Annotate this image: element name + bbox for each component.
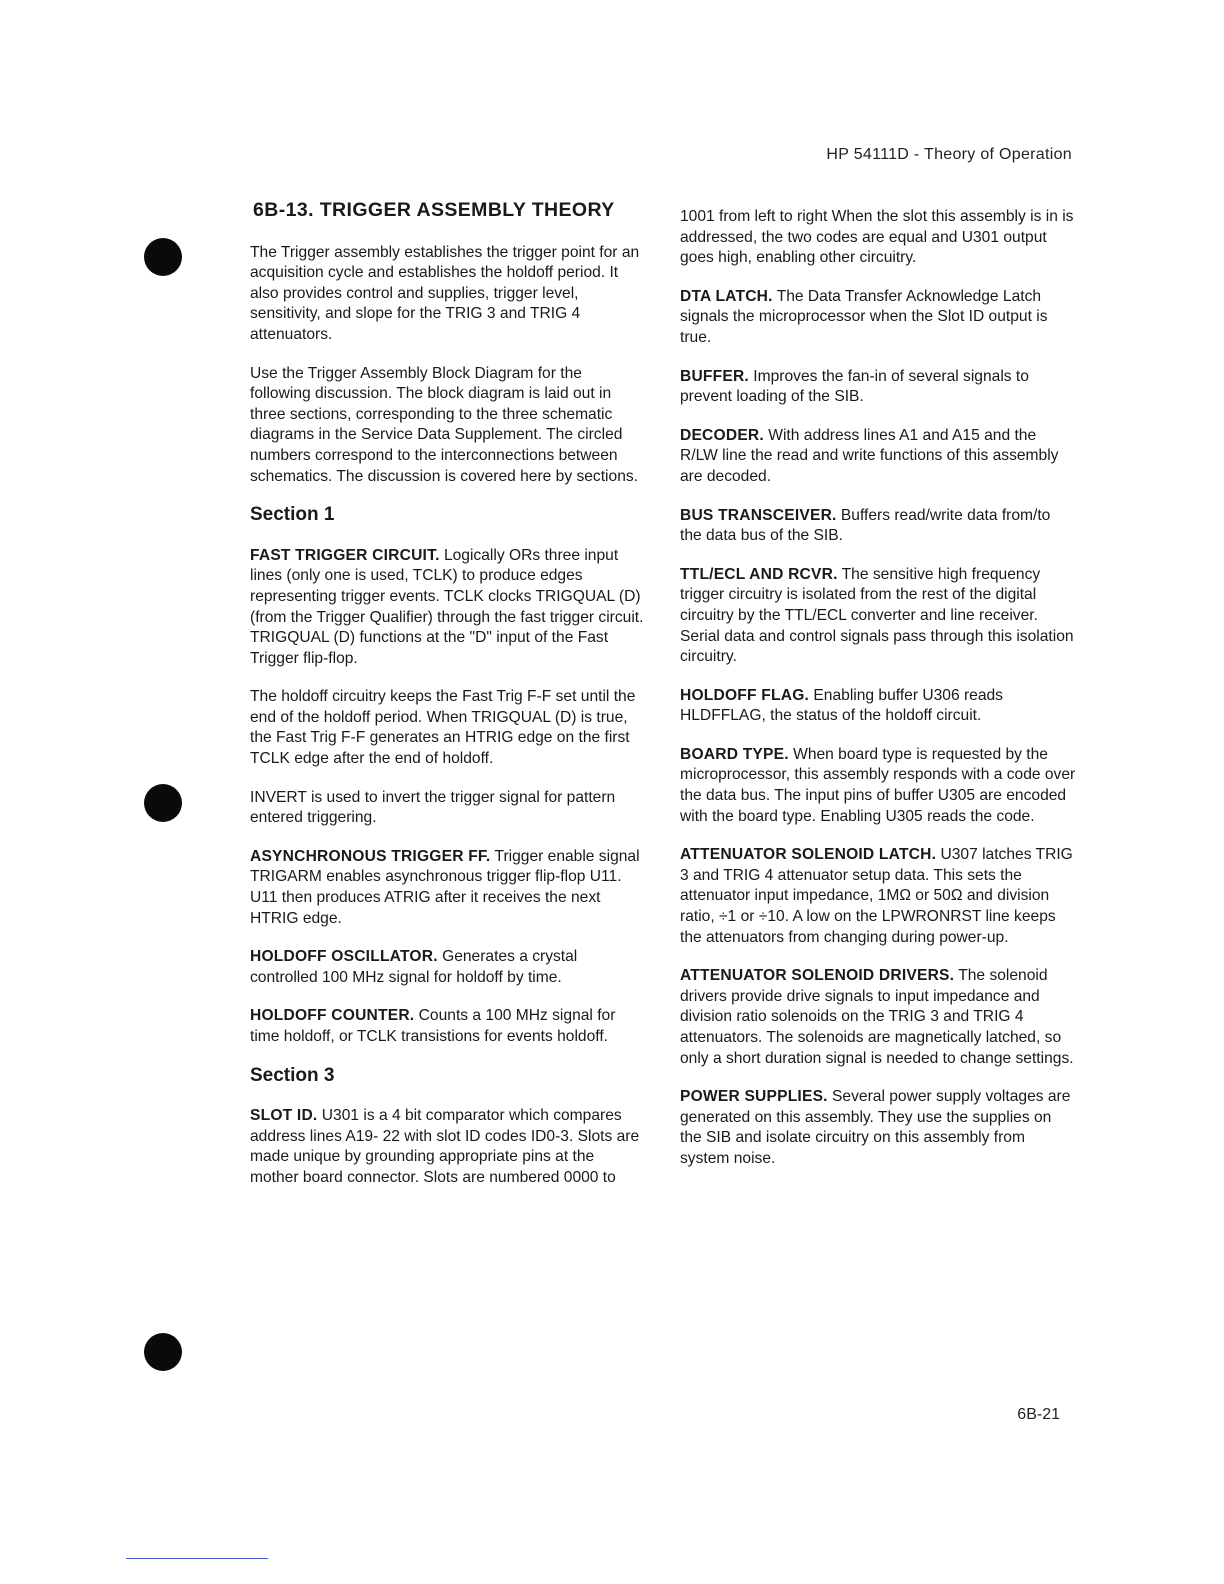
continuation-paragraph: 1001 from left to right When the slot this assembly is in is addressed, the two codes are equal and U301 output goes high, enabling other circuitry. [680,208,1074,267]
binder-hole [144,1333,182,1371]
paragraph-label: BOARD TYPE. [680,745,789,763]
paragraph-label: HOLDOFF OSCILLATOR. [250,948,438,966]
async-ff-paragraph [250,847,644,929]
paragraph-label: BUFFER. [680,367,749,385]
holdoff-oscillator-paragraph [250,947,644,988]
section-heading: Section 1 [250,504,335,526]
page-number: 6B-21 [1017,1406,1060,1423]
section-heading: Section 3 [250,1064,335,1086]
invert-paragraph: INVERT is used to invert the trigger signal for pattern entered triggering. [250,788,616,827]
intro-paragraph: Use the Trigger Assembly Block Diagram for the following discussion. The block diagram is laid out in three sections, corresponding to the three schematic diagrams in the Service Data Supplement. The circled numbers correspond to the interconnections between schematics. The discussion is covered here by sections. [250,364,639,485]
paragraph-text: The Data Transfer Acknowledge Latch signals the microprocessor when the Slot ID output is true. [680,287,1048,346]
running-header: HP 54111D - Theory of Operation [826,146,1072,163]
paragraph-text: The sensitive high frequency trigger circuitry is isolated from the rest of the digital circuitry by the TTL/ECL converter and line receiver. Serial data and control signals pass through this isolation circuitry. [680,565,1074,666]
decoder-paragraph [680,426,1076,488]
binder-hole [144,784,182,822]
intro-paragraph: The Trigger assembly establishes the trigger point for an acquisition cycle and establishes the holdoff period. It also provides control and supplies, trigger level, sensitivity, and slope for the TRIG 3 and TRIG 4 attenuators. [250,243,640,343]
right-column [680,207,1076,1188]
paragraph-text: Enabling buffer U306 reads HLDFFLAG, the status of the holdoff circuit. [680,686,1003,725]
board-type-paragraph [680,745,1076,827]
paragraph-text: With address lines A1 and A15 and the R/LW line the read and write functions of this assembly are decoded. [680,426,1059,485]
paragraph-label: POWER SUPPLIES. [680,1088,828,1106]
holdoff-flag-paragraph [680,686,1076,727]
bus-transceiver-paragraph [680,506,1076,547]
paragraph-label: BUS TRANSCEIVER. [680,506,837,524]
section-title: 6B-13. TRIGGER ASSEMBLY THEORY [253,199,615,221]
left-column [250,200,644,1207]
slot-id-paragraph [250,1106,644,1188]
paragraph-label: ASYNCHRONOUS TRIGGER FF. [250,847,491,865]
ttl-ecl-paragraph [680,565,1076,668]
paragraph-text: Logically ORs three input lines (only one is used, TCLK) to produce edges representing trigger events. TCLK clocks TRIGQUAL (D) (from the Trigger Qualifier) through the fast trigger circuit. TRIGQUAL (D) functions at the "D" input of the Fast Trigger flip-flop. [250,546,644,667]
paragraph-label: FAST TRIGGER CIRCUIT. [250,546,440,564]
holdoff-paragraph: The holdoff circuitry keeps the Fast Trig F-F set until the end of the holdoff period. When TRIGQUAL (D) is true, the Fast Trig F-F generates an HTRIG edge on the first TCLK edge after the end of holdoff. [250,688,636,768]
paragraph-text: Improves the fan-in of several signals to prevent loading of the SIB. [680,367,1029,406]
buffer-paragraph [680,367,1076,408]
dta-latch-paragraph [680,287,1076,349]
paragraph-text: Generates a crystal controlled 100 MHz signal for holdoff by time. [250,948,578,986]
paragraph-label: ATTENUATOR SOLENOID LATCH. [680,846,937,864]
paragraph-label: HOLDOFF FLAG. [680,686,810,704]
paragraph-text: Buffers read/write data from/to the data bus of the SIB. [680,506,1051,545]
paragraph-text: Trigger enable signal TRIGARM enables asynchronous trigger flip-flop U11. U11 then produces ATRIG after it receives the next HTRIG edge. [250,847,640,927]
paragraph-label: DECODER. [680,426,764,444]
paragraph-text: Counts a 100 MHz signal for time holdoff, or TCLK transistions for events holdoff. [250,1007,616,1045]
holdoff-counter-paragraph [250,1006,644,1047]
paragraph-text: The solenoid drivers provide drive signals to input impedance and division ratio solenoids on the TRIG 3 and TRIG 4 attenuators. The solenoids are magnetically latched, so only a short duration signal is needed to change settings. [680,967,1074,1067]
power-supplies-paragraph [680,1087,1076,1169]
binder-hole [144,238,182,276]
paragraph-label: HOLDOFF COUNTER. [250,1007,415,1025]
paragraph-label: TTL/ECL AND RCVR. [680,565,838,583]
fast-trigger-paragraph [250,546,644,670]
paragraph-text: When board type is requested by the microprocessor, this assembly responds with a code over the data bus. The input pins of buffer U305 are encoded with the board type. Enabling U305 reads the code. [680,745,1076,825]
paragraph-label: ATTENUATOR SOLENOID DRIVERS. [680,967,955,985]
paragraph-text: U307 latches TRIG 3 and TRIG 4 attenuator setup data. This sets the attenuator input impedance, 1MΩ or 50Ω and division ratio, ÷1 or ÷10. A low on the LPWRONRST line keeps the attenuators from changing during power-up. [680,846,1073,946]
attenuator-drivers-paragraph [680,966,1076,1069]
attenuator-latch-paragraph [680,845,1076,948]
footer-rule [126,1558,268,1559]
paragraph-text: U301 is a 4 bit comparator which compares address lines A19- 22 with slot ID codes ID0-3. Slots are made unique by grounding appropriate pins at the mother board connector. Slots are numbered 0000 to [250,1107,640,1186]
paragraph-label: DTA LATCH. [680,287,773,305]
paragraph-text: Several power supply voltages are generated on this assembly. They use the supplies on the SIB and isolate circuitry on this assembly from system noise. [680,1088,1071,1167]
paragraph-label: SLOT ID. [250,1107,318,1125]
